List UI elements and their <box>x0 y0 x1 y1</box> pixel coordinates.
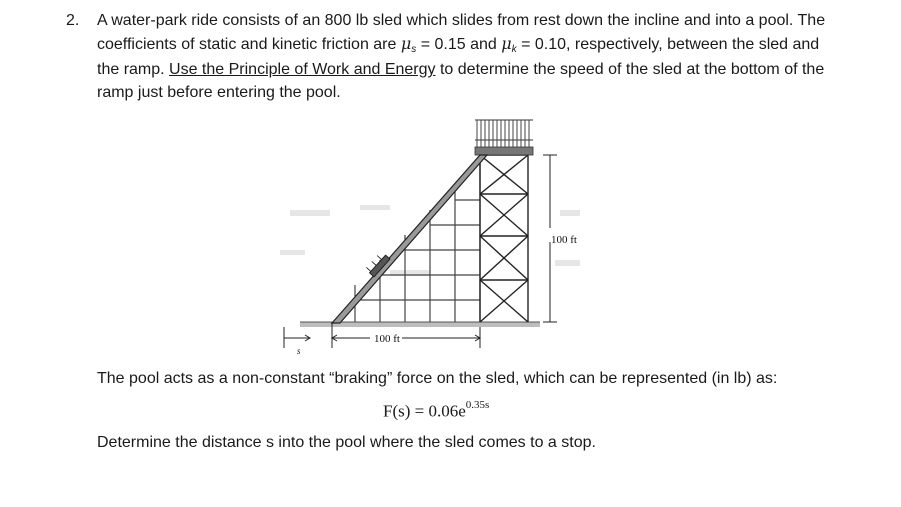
mu-k-value: = 0.10, respectively, between the sled and the ramp. <box>97 36 820 78</box>
mu-s-subscript: s <box>411 44 417 55</box>
height-label: 100 ft <box>551 234 577 246</box>
mu-s-symbol: μ <box>400 34 412 53</box>
problem-number: 2. <box>66 12 80 29</box>
equation-lhs: F(s) = 0.06e <box>383 401 466 421</box>
problem-paragraph <box>97 9 837 104</box>
tail-text: to determine the speed of the sled at the bottom of the ramp just before entering the pool. <box>97 61 825 101</box>
braking-force-text: The pool acts as a non-constant “braking” force on the sled, which can be represented (in lb) as: <box>97 370 778 387</box>
mu-s-value: = 0.15 and <box>416 36 502 53</box>
braking-equation <box>383 401 489 422</box>
equation-exponent: 0.35s <box>465 399 490 411</box>
mu-k-symbol: μ <box>501 34 512 53</box>
water-slide-figure <box>270 110 590 365</box>
question-text: Determine the distance s into the pool where the sled comes to a stop. <box>97 434 596 451</box>
s-label: s <box>297 346 301 356</box>
base-label: 100 ft <box>374 333 400 345</box>
work-energy-underlined: Use the Principle of Work and Energy <box>169 61 436 78</box>
mu-k-subscript: k <box>511 44 517 55</box>
intro-text: A water-park ride consists of an 800 lb sled which slides from rest down the incline and into a pool. The coefficients of static and kinetic friction are <box>97 12 826 53</box>
